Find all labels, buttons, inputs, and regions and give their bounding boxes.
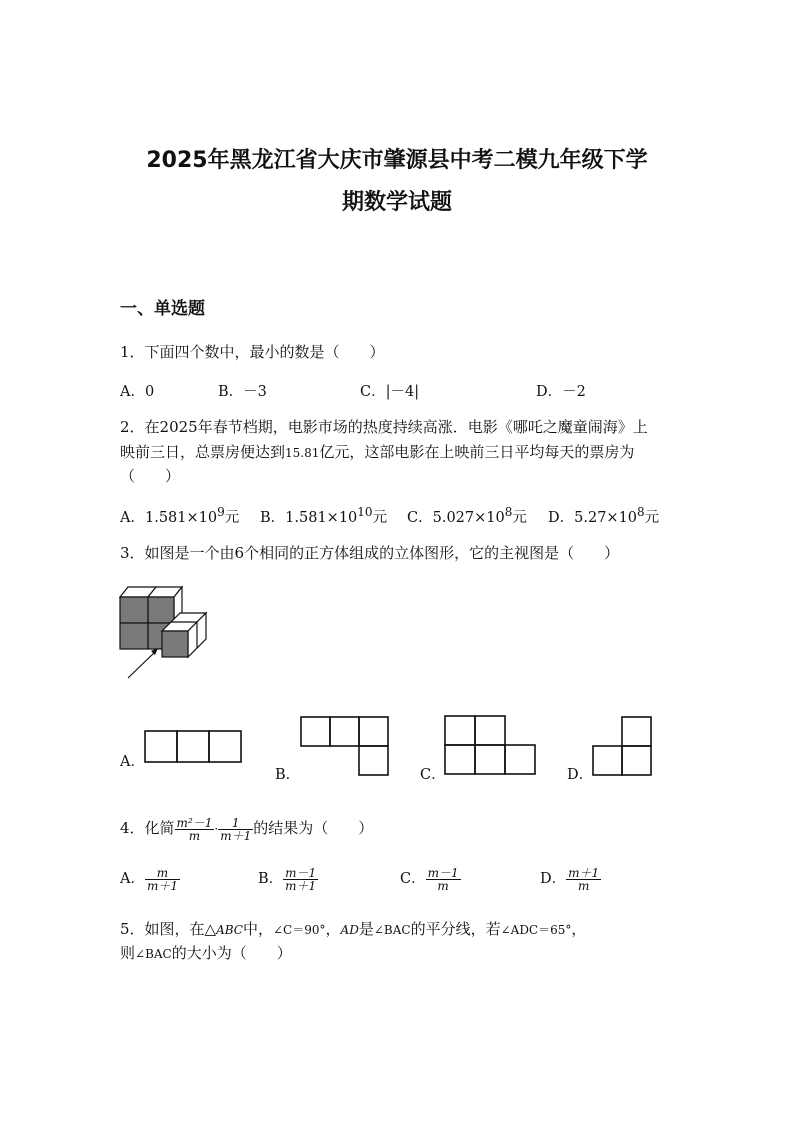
q4-option-a[interactable] — [120, 862, 180, 896]
question-2-line3: （ ） — [120, 467, 181, 485]
option-fraction: $\frac{m-1}{m}$ — [427, 865, 459, 893]
option-label: B． — [218, 384, 244, 400]
q2-option-a[interactable] — [120, 505, 239, 527]
option-mantissa: 5.027×10 — [432, 509, 505, 526]
question-1-text: 1．下面四个数中，最小的数是（ ） — [120, 343, 385, 361]
q4-option-b[interactable] — [258, 862, 318, 896]
option-fraction: $\frac{m+1}{m}$ — [568, 865, 600, 893]
q5-text-part: 的平分线，若 — [410, 920, 501, 938]
q5-text-part: ， — [325, 920, 341, 938]
q2-option-b[interactable] — [260, 505, 387, 527]
q1-option-c[interactable] — [360, 380, 419, 401]
option-unit: 元 — [512, 509, 527, 526]
option-label: B． — [260, 509, 286, 526]
q5-angle-c: ∠C＝90° — [273, 923, 326, 937]
option-value: －2 — [562, 384, 586, 400]
q5-angle-adc: ∠ADC＝65° — [500, 923, 572, 937]
option-fraction: $\frac{m-1}{m+1}$ — [285, 865, 317, 893]
q5-text-part: 则 — [120, 944, 136, 962]
question-5-line1 — [120, 917, 586, 943]
cube-front-face — [162, 631, 188, 657]
option-exponent: 9 — [217, 505, 225, 519]
section-heading: 一、单选题 — [120, 299, 205, 319]
q1-option-a[interactable] — [120, 380, 154, 401]
q2-option-c[interactable] — [407, 505, 527, 527]
q1-option-d[interactable] — [536, 380, 586, 401]
option-label: C． — [400, 871, 426, 887]
q5-text-part: 的大小为（ ） — [171, 944, 292, 962]
option-unit: 元 — [224, 509, 240, 526]
q5-triangle-name: ABC — [216, 923, 243, 937]
option-unit: 元 — [372, 509, 388, 526]
option-label: B． — [258, 871, 284, 887]
q3-option-a-figure[interactable] — [144, 730, 244, 764]
q3-option-d-label[interactable]: D． — [567, 767, 594, 783]
option-value: |－4| — [385, 384, 420, 400]
q5-text-part: 中， — [242, 920, 273, 938]
q5-text-part: 是 — [358, 920, 374, 938]
q4-multiply-dot: · — [214, 822, 219, 836]
cube-front-face — [120, 623, 148, 649]
q5-text-part: 5．如图，在△ — [120, 920, 217, 938]
option-label: D． — [540, 871, 567, 887]
option-label: A． — [120, 384, 145, 400]
option-mantissa: 1.581×10 — [144, 509, 218, 526]
q3-option-c-figure[interactable] — [444, 715, 538, 777]
q2-box-office-number: 15.81 — [285, 446, 320, 460]
q4-option-c[interactable] — [400, 862, 461, 896]
option-exponent: 8 — [637, 505, 645, 519]
q3-option-c-label[interactable]: C． — [420, 767, 446, 783]
page-title-line2: 期数学试题 — [341, 190, 452, 215]
q4-option-d[interactable] — [540, 862, 601, 896]
q5-angle-bac: ∠BAC — [373, 923, 411, 937]
q3-option-b-label[interactable]: B． — [275, 767, 301, 783]
q4-prefix: 4．化简 — [120, 819, 175, 837]
option-fraction: $\frac{m}{m+1}$ — [146, 865, 178, 893]
option-mantissa: 1.581×10 — [285, 509, 358, 526]
q5-segment-ad: AD — [340, 923, 359, 937]
q4-fraction-2: $\frac{1}{m+1}$ — [220, 815, 252, 843]
option-value: －3 — [243, 384, 267, 400]
question-2-line1: 2．在2025年春节档期，电影市场的热度持续高涨．电影《哪吒之魔童闹海》上 — [120, 418, 648, 436]
option-exponent: 8 — [504, 505, 513, 519]
option-label: C． — [360, 384, 386, 400]
question-2-line2 — [120, 440, 634, 466]
option-mantissa: 5.27×10 — [574, 509, 638, 526]
q3-option-a-label[interactable]: A． — [120, 754, 145, 770]
q5-text-part: ， — [571, 920, 587, 938]
option-value: 0 — [144, 384, 155, 400]
option-label: A． — [120, 509, 145, 526]
option-unit: 元 — [644, 509, 660, 526]
q5-angle-bac: ∠BAC — [135, 947, 172, 961]
q2-text-part: 亿元，这部电影在上映前三日平均每天的票房为 — [319, 443, 635, 461]
option-label: D． — [536, 384, 563, 400]
q3-option-b-figure[interactable] — [300, 716, 392, 778]
question-3-text: 3．如图是一个由6个相同的正方体组成的立体图形，它的主视图是（ ） — [120, 544, 620, 562]
q4-suffix: 的结果为（ ） — [253, 819, 374, 837]
q2-option-d[interactable] — [548, 505, 659, 527]
q3-option-d-figure[interactable] — [592, 716, 656, 778]
q1-option-b[interactable] — [218, 380, 267, 401]
option-label: A． — [120, 871, 145, 887]
page-title-line1: 2025年黑龙江省大庆市肇源县中考二模九年级下学 — [146, 148, 648, 173]
option-exponent: 10 — [357, 505, 373, 519]
q4-fraction-1: $\frac{\text{m²－1}}{m}$ — [176, 815, 213, 843]
option-label: C． — [407, 509, 433, 526]
option-label: D． — [548, 509, 575, 526]
q2-text-part: 映前三日，总票房便达到 — [120, 443, 286, 461]
question-5-line2 — [120, 941, 292, 967]
cube-stack-figure — [118, 585, 218, 685]
cube-front-face — [148, 597, 174, 623]
cube-front-face — [120, 597, 148, 623]
question-4-text — [120, 810, 373, 847]
